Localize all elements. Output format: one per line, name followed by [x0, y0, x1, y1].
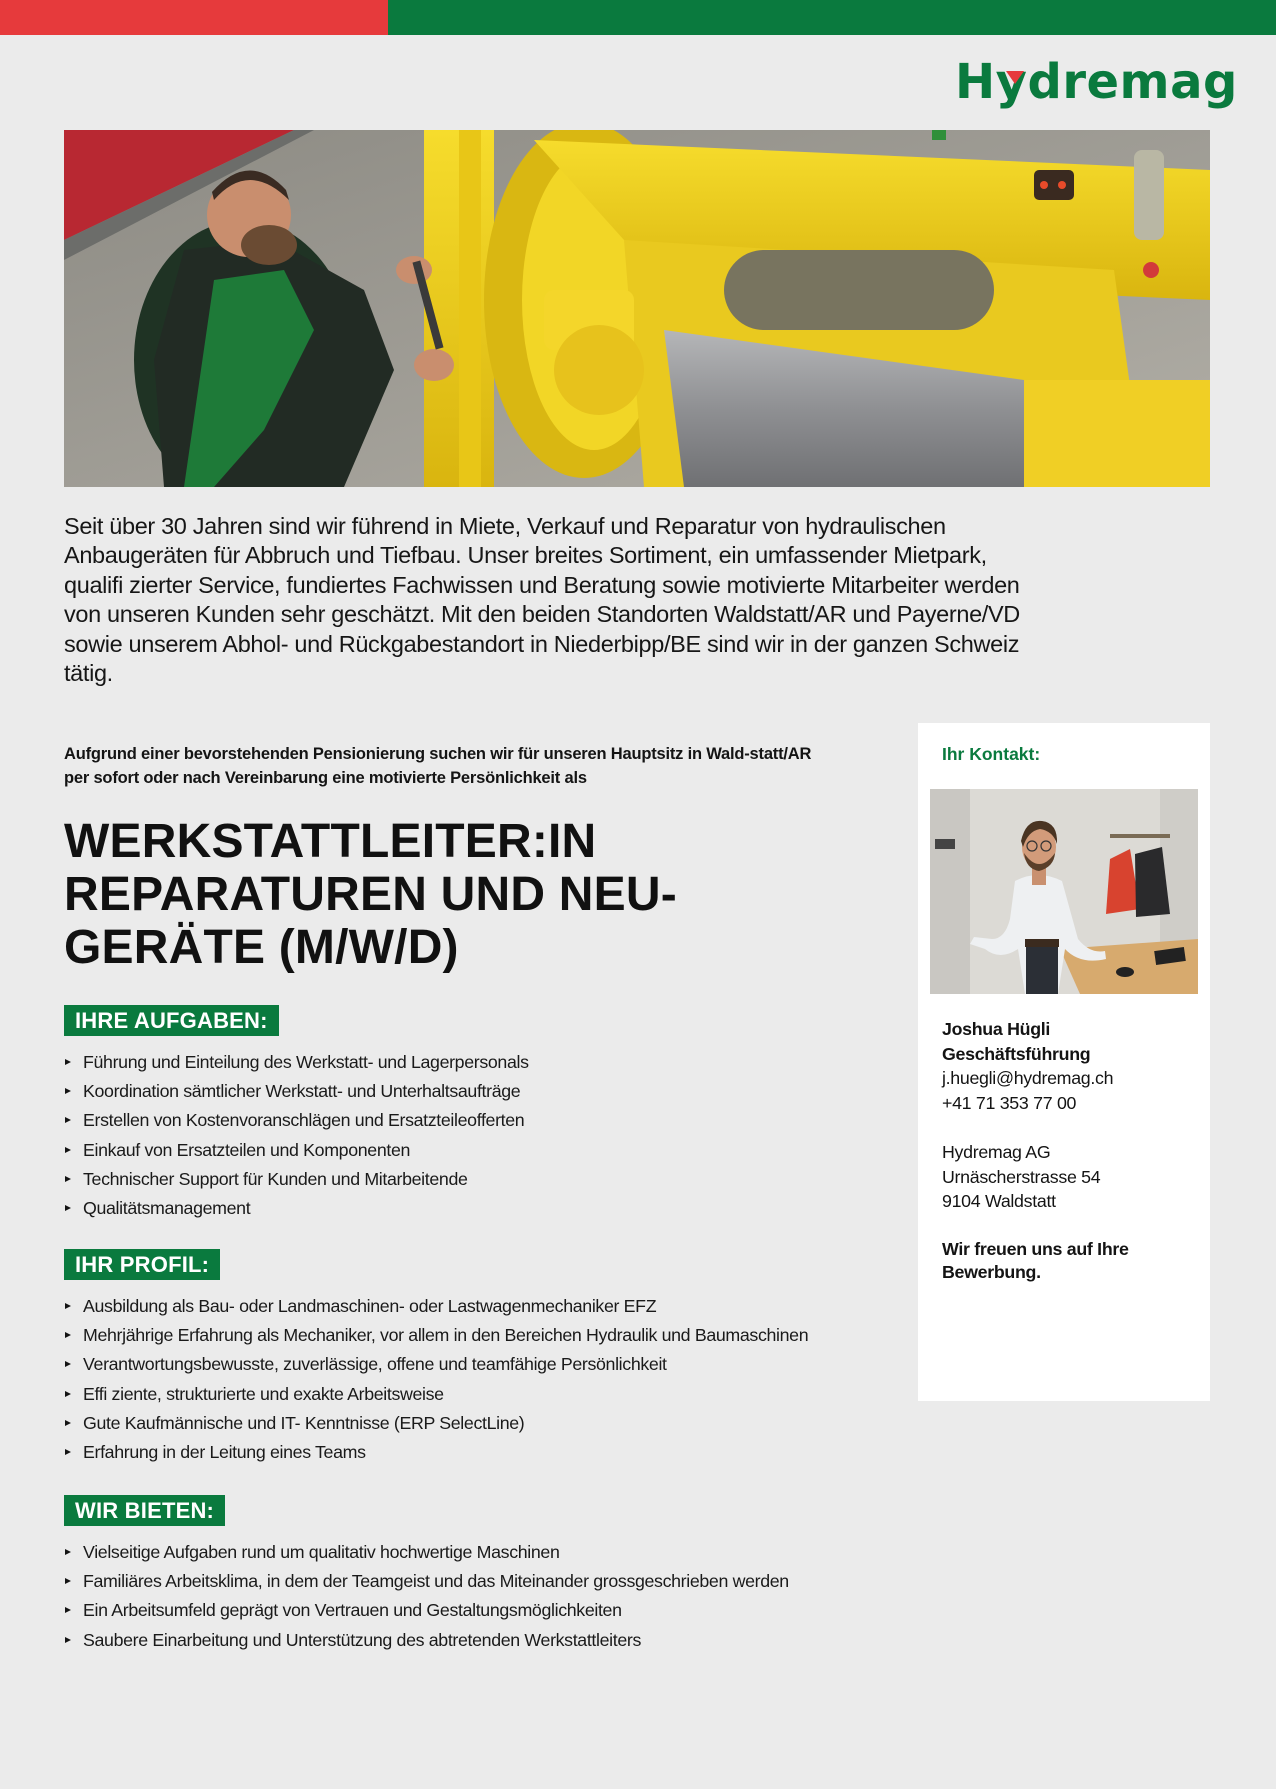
list-item: Vielseitige Aufgaben rund um qualitativ hochwertige Maschinen	[64, 1538, 864, 1567]
list-item: Erfahrung in der Leitung eines Teams	[64, 1438, 864, 1467]
portrait-illustration	[930, 789, 1198, 994]
list-item: Technischer Support für Kunden und Mitarbeitende	[64, 1165, 864, 1194]
contact-address	[942, 1140, 1100, 1214]
offer-list	[64, 1538, 864, 1655]
list-item: Mehrjährige Erfahrung als Mechaniker, vor allem in den Bereichen Hydraulik und Baumaschinen	[64, 1321, 864, 1350]
list-item: Qualitätsmanagement	[64, 1194, 864, 1223]
list-item: Einkauf von Ersatzteilen und Komponenten	[64, 1136, 864, 1165]
contact-phone[interactable]: +41 71 353 77 00	[942, 1092, 1077, 1113]
list-item: Effi ziente, strukturierte und exakte Arbeitsweise	[64, 1380, 864, 1409]
job-title: WERKSTATTLEITER:IN REPARATUREN UND NEU-GERÄTE (M/W/D)	[64, 815, 677, 974]
profile-list	[64, 1292, 864, 1467]
company-street: Urnäscherstrasse 54	[942, 1166, 1101, 1187]
hydremag-logo	[955, 52, 1238, 112]
list-item: Gute Kaufmännische und IT- Kenntnisse (ERP SelectLine)	[64, 1409, 864, 1438]
contact-email[interactable]: j.huegli@hydremag.ch	[942, 1068, 1114, 1089]
list-item: Verantwortungsbewusste, zuverlässige, offene und teamfähige Persönlichkeit	[64, 1350, 864, 1379]
top-color-bar-red	[0, 0, 388, 35]
closing-note	[942, 1238, 1162, 1284]
list-item: Ein Arbeitsumfeld geprägt von Vertrauen und Gestaltungsmöglichkeiten	[64, 1596, 864, 1625]
workshop-illustration	[64, 130, 1210, 487]
lead-paragraph: Aufgrund einer bevorstehenden Pensionierung suchen wir für unseren Hauptsitz in Wald-statt/AR per sofort oder nach Vereinbarung eine motivierte Persönlichkeit als	[64, 745, 812, 787]
company-name: Hydremag AG	[942, 1142, 1051, 1162]
logo-wordmark: Hydremag	[955, 54, 1238, 110]
closing-text: Wir freuen uns auf Ihre Bewerbung.	[942, 1239, 1129, 1282]
contact-portrait-photo	[930, 789, 1198, 994]
logo-red-triangle	[1006, 71, 1024, 84]
list-item: Familiäres Arbeitsklima, in dem der Teamgeist und das Miteinander grossgeschrieben werden	[64, 1567, 864, 1596]
list-item: Führung und Einteilung des Werkstatt- und Lagerpersonals	[64, 1048, 864, 1077]
list-item: Saubere Einarbeitung und Unterstützung des abtretenden Werkstattleiters	[64, 1626, 864, 1655]
section-label-profile: IHR PROFIL:	[64, 1249, 220, 1280]
contact-role: Geschäftsführung	[942, 1043, 1091, 1064]
contact-heading: Ihr Kontakt:	[942, 744, 1041, 764]
list-item: Ausbildung als Bau- oder Landmaschinen- oder Lastwagenmechaniker EFZ	[64, 1292, 864, 1321]
list-item: Koordination sämtlicher Werkstatt- und Unterhaltsaufträge	[64, 1077, 864, 1106]
company-city: 9104 Waldstatt	[942, 1191, 1056, 1212]
list-item: Erstellen von Kostenvoranschlägen und Ersatzteileofferten	[64, 1106, 864, 1135]
contact-person	[942, 1017, 1113, 1115]
section-label-tasks: IHRE AUFGABEN:	[64, 1005, 279, 1036]
tasks-list	[64, 1048, 864, 1223]
section-label-offer: WIR BIETEN:	[64, 1495, 225, 1526]
intro-paragraph: Seit über 30 Jahren sind wir führend in Miete, Verkauf und Reparatur von hydraulischen Anbaugeräten für Abbruch und Tiefbau. Unser breites Sortiment, ein umfassender Mietpark, qualifi zierter Service, fundiertes Fachwissen und Beratung sowie motivierte Mitarbeiter werden von unseren Kunden sehr geschätzt. Mit den beiden Standorten Waldstatt/AR und Payerne/VD sowie unserem Abhol- und Rückgabestandort in Niederbipp/BE sind wir in der ganzen Schweiz tätig.	[64, 513, 1020, 687]
top-color-bar-green	[388, 0, 1276, 35]
hero-photo-workshop	[64, 130, 1210, 487]
contact-name: Joshua Hügli	[942, 1019, 1051, 1039]
